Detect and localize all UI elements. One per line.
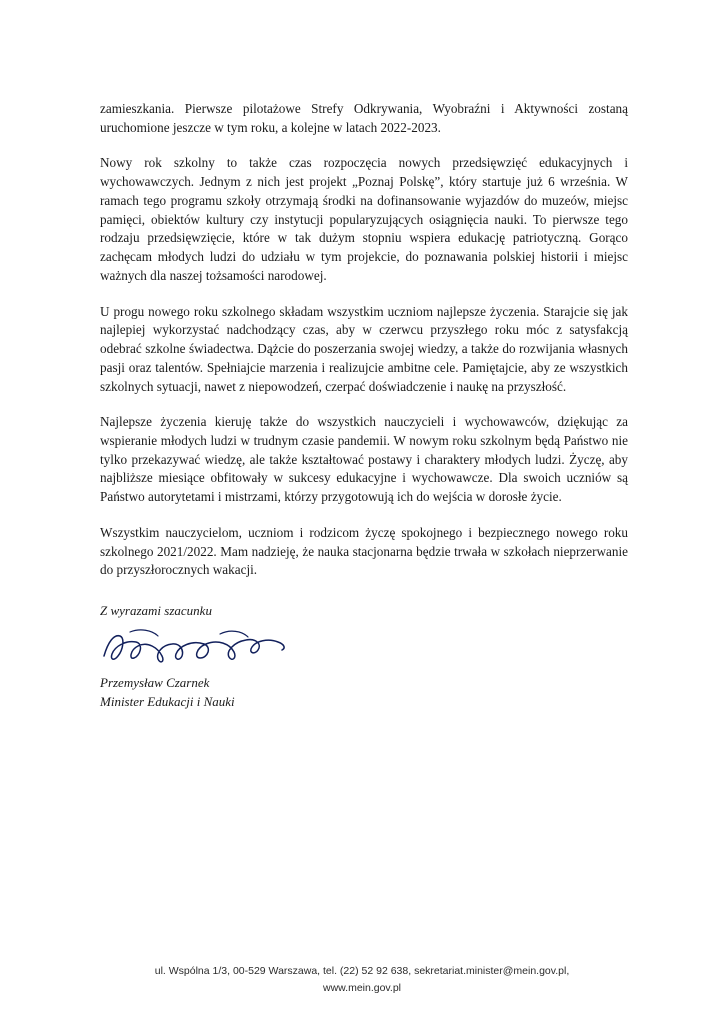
closing-phrase: Z wyrazami szacunku: [100, 603, 212, 619]
letter-body: [100, 100, 628, 580]
paragraph: Nowy rok szkolny to także czas rozpoczęcia nowych przedsięwzięć edukacyjnych i wychowawczych. Jednym z nich jest projekt „Poznaj Polskę”, który startuje już 6 września. W ramach tego programu szkoły otrzymają środki na dofinansowanie wyjazdów do muzeów, miejsc pamięci, obiektów kultury czy instytucji popularyzujących osiągnięcia nauki. To pierwsze tego rodzaju przedsięwzięcie, które w tak dużym stopniu wspiera edukację patriotyczną. Gorąco zachęcam młodych ludzi do udziału w tym projekcie, do poznawania polskiej historii i miejsc ważnych dla naszej tożsamości narodowej.: [100, 155, 628, 283]
paragraph: zamieszkania. Pierwsze pilotażowe Strefy Odkrywania, Wyobraźni i Aktywności zostaną uruchomione jeszcze w tym roku, a kolejne w latach 2022-2023.: [100, 101, 628, 135]
handwritten-signature-icon: [100, 626, 290, 672]
signer-name: Przemysław Czarnek: [100, 675, 210, 691]
paragraph: U progu nowego roku szkolnego składam wszystkim uczniom najlepsze życzenia. Starajcie się jak najlepiej wykorzystać nadchodzący czas, aby w czerwcu przyszłego roku móc z satysfakcją odebrać szkolne świadectwa. Dążcie do poszerzania swojej wiedzy, a także do rozwijania własnych pasji oraz talentów. Spełniajcie marzenia i realizujcie ambitne cele. Pamiętajcie, aby ze wszystkich szkolnych sytuacji, nawet z niepowodzeń, czerpać doświadczenie i naukę na przyszłość.: [100, 303, 628, 394]
footer-website: www.mein.gov.pl: [322, 981, 401, 994]
page-footer: [0, 963, 724, 996]
paragraph: Najlepsze życzenia kieruję także do wszystkich nauczycieli i wychowawców, dziękując za wspieranie młodych ludzi w trudnym czasie pandemii. W nowym roku szkolnym będą Państwo nie tylko przekazywać wiedzę, ale także kształtować postawy i charaktery młodych ludzi. Życzę, aby najbliższe miesiące obfitowały w sukcesy edukacyjne i wychowawcze. Dla swoich uczniów są Państwo autorytetami i mistrzami, którzy przygotowują ich do wejścia w dorosłe życie.: [100, 414, 628, 505]
paragraph: Wszystkim nauczycielom, uczniom i rodzicom życzę spokojnego i bezpiecznego nowego roku szkolnego 2021/2022. Mam nadzieję, że nauka stacjonarna będzie trwała w szkołach nieprzerwanie do przyszłorocznych wakacji.: [100, 524, 628, 578]
signature-block: [100, 674, 628, 712]
signer-title: Minister Edukacji i Nauki: [100, 694, 235, 710]
footer-contact-line: ul. Wspólna 1/3, 00-529 Warszawa, tel. (22) 52 92 638, sekretariat.minister@mein.gov.pl,: [154, 965, 570, 978]
